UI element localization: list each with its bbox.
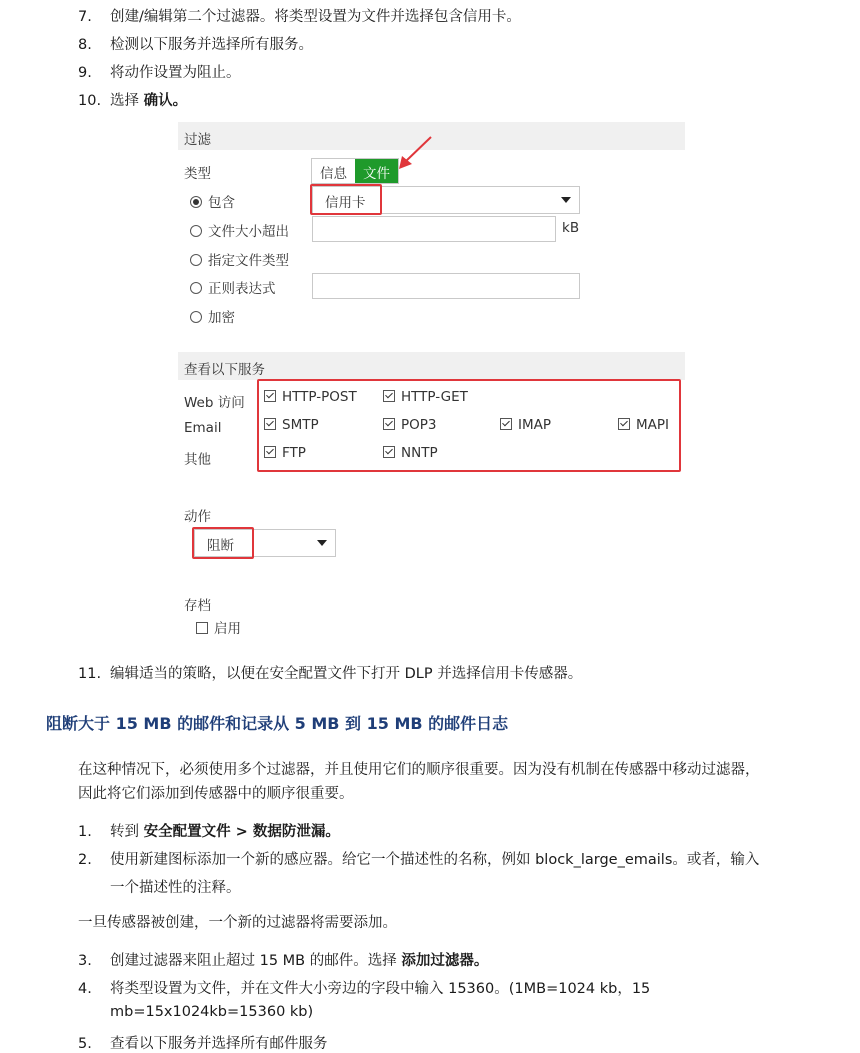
step-b-2-continued: 一个描述性的注释。 xyxy=(110,880,241,896)
step-9: 9. 将动作设置为阻止。 xyxy=(78,65,241,81)
step-10: 10. 选择 确认。 xyxy=(78,93,188,109)
radio-regex[interactable] xyxy=(190,282,202,294)
annotation-arrow-icon xyxy=(393,134,437,174)
service-ftp[interactable]: FTP xyxy=(264,445,306,461)
chevron-down-icon xyxy=(561,197,571,203)
service-pop3[interactable]: POP3 xyxy=(383,417,437,433)
step-c-3: 3. 创建过滤器来阻止超过 15 MB 的邮件。选择 添加过滤器。 xyxy=(78,953,489,969)
service-http-post[interactable]: HTTP-POST xyxy=(264,389,357,405)
radio-contains[interactable] xyxy=(190,196,202,208)
option-file-size[interactable]: 文件大小超出 xyxy=(190,220,289,240)
filter-section-header: 过滤 xyxy=(178,122,685,150)
archive-label: 存档 xyxy=(184,598,211,614)
option-file-type[interactable]: 指定文件类型 xyxy=(190,249,289,269)
step-c-5: 5. 查看以下服务并选择所有邮件服务 xyxy=(78,1036,328,1052)
service-http-get[interactable]: HTTP-GET xyxy=(383,389,468,405)
size-unit: kB xyxy=(562,220,580,236)
option-regex[interactable]: 正则表达式 xyxy=(190,277,276,297)
step-b-2: 2. 使用新建图标添加一个新的感应器。给它一个描述性的名称，例如 block_large_emails。或者，输入 xyxy=(78,852,760,868)
service-row-label-email: Email xyxy=(184,420,222,436)
step-8: 8. 检测以下服务并选择所有服务。 xyxy=(78,37,313,53)
step-11: 11. 编辑适当的策略，以便在安全配置文件下打开 DLP 并选择信用卡传感器。 xyxy=(78,666,583,682)
service-nntp[interactable]: NNTP xyxy=(383,445,438,461)
tab-info[interactable]: 信息 xyxy=(320,166,347,182)
radio-file-size[interactable] xyxy=(190,225,202,237)
service-row-label-other: 其他 xyxy=(184,452,211,468)
archive-enable[interactable]: 启用 xyxy=(196,617,241,637)
type-tabs xyxy=(311,158,399,184)
highlight-action xyxy=(192,527,254,559)
service-row-label-web: Web 访问 xyxy=(184,395,245,411)
type-label: 类型 xyxy=(184,166,211,182)
service-mapi[interactable]: MAPI xyxy=(618,417,669,433)
tab-file[interactable]: 文件 xyxy=(355,159,398,183)
checkbox-archive-enable[interactable] xyxy=(196,622,208,634)
radio-encrypted[interactable] xyxy=(190,311,202,323)
option-encrypted[interactable]: 加密 xyxy=(190,306,235,326)
dlp-filter-screenshot xyxy=(178,120,686,640)
section-heading: 阻断大于 15 MB 的邮件和记录从 5 MB 到 15 MB 的邮件日志 xyxy=(46,714,509,733)
intro-line-2: 因此将它们添加到传感器中的顺序很重要。 xyxy=(78,786,354,802)
chevron-down-icon xyxy=(317,540,327,546)
radio-file-type[interactable] xyxy=(190,254,202,266)
contains-select-value: 信用卡 xyxy=(325,195,366,211)
middle-paragraph: 一旦传感器被创建，一个新的过滤器将需要添加。 xyxy=(78,915,397,931)
step-c-4-continued: mb=15x1024kb=15360 kb) xyxy=(110,1004,314,1020)
service-smtp[interactable]: SMTP xyxy=(264,417,319,433)
highlight-services xyxy=(257,379,681,472)
action-select-value: 阻断 xyxy=(207,538,234,554)
file-size-input[interactable] xyxy=(312,216,556,242)
intro-line-1: 在这种情况下，必须使用多个过滤器，并且使用它们的顺序很重要。因为没有机制在传感器中移动过滤器， xyxy=(78,762,760,778)
action-label: 动作 xyxy=(184,509,211,525)
step-7: 7. 创建/编辑第二个过滤器。将类型设置为文件并选择包含信用卡。 xyxy=(78,9,521,25)
highlight-contains xyxy=(310,184,382,215)
step-b-1: 1. 转到 安全配置文件 > 数据防泄漏。 xyxy=(78,824,340,840)
step-c-4: 4. 将类型设置为文件，并在文件大小旁边的字段中输入 15360。(1MB=1024 kb，15 xyxy=(78,981,651,997)
services-section-header: 查看以下服务 xyxy=(178,352,685,380)
service-imap[interactable]: IMAP xyxy=(500,417,551,433)
option-contains[interactable]: 包含 xyxy=(190,191,235,211)
regex-input[interactable] xyxy=(312,273,580,299)
